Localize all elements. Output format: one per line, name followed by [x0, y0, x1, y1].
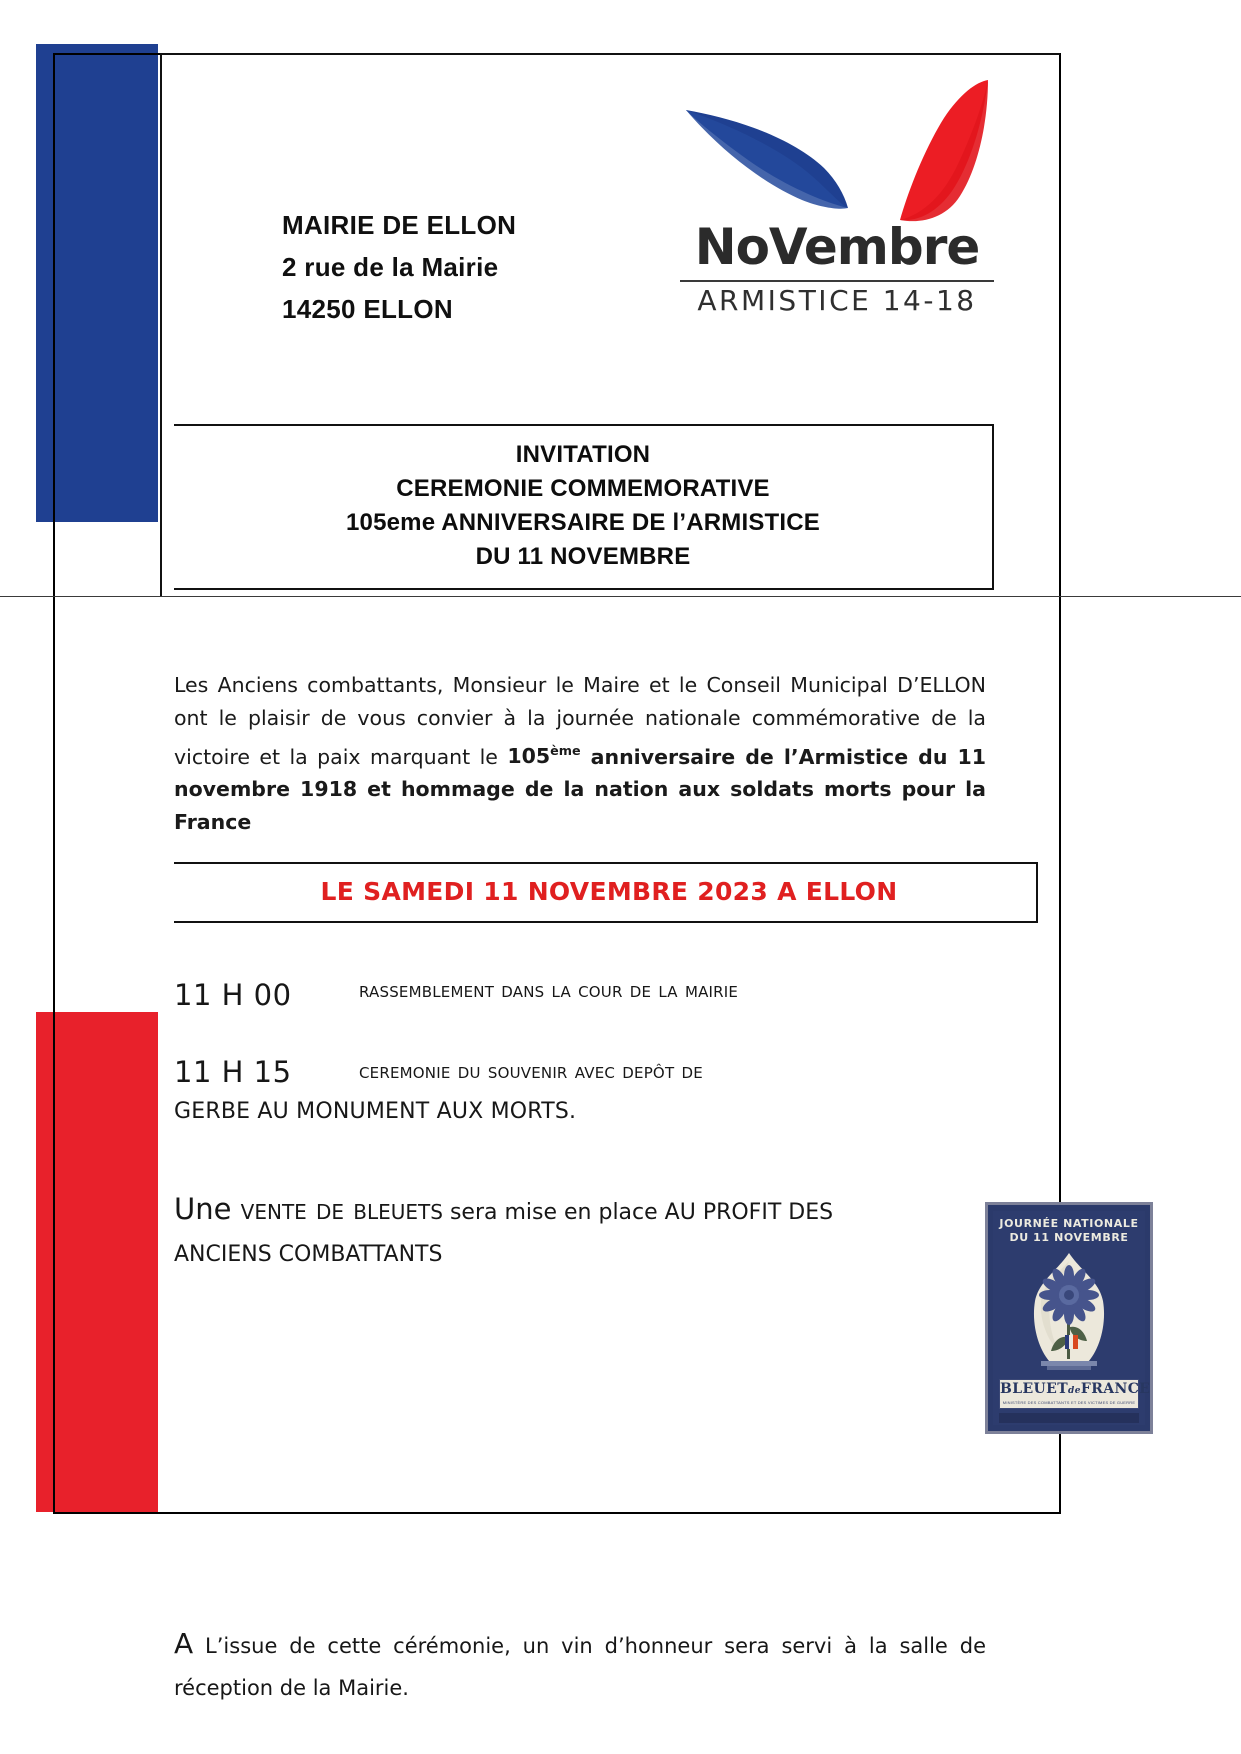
- body-text-part-1: Les Anciens combattants, Monsieur le Maire et le Conseil Municipal D’ELLON ont le plaisir de vous convier à la journée nationale commémorative de la victoire et la paix marquant le: [174, 672, 986, 769]
- closing-paragraph: [174, 1623, 986, 1709]
- logo-wordmark-text: NoVembre: [694, 218, 980, 276]
- invitation-line-3: 105eme ANNIVERSAIRE DE l’ARMISTICE: [345, 509, 821, 536]
- sale-notice-wrap: ANCIENS COMBATTANTS: [174, 1242, 443, 1267]
- schedule-row-2: [174, 1052, 964, 1132]
- sale-notice-middle: sera mise en place: [442, 1200, 665, 1225]
- stamp-banner-text: [1000, 1380, 1151, 1400]
- address-line-street: 2 rue de la Mairie: [282, 252, 499, 282]
- schedule-description-1: rassemblement dans la cour de la mairie: [359, 978, 739, 1003]
- schedule-time-2: 11 H 15: [174, 1055, 292, 1089]
- address-line-town-hall: MAIRIE DE ELLON: [282, 210, 517, 240]
- invitation-line-4: DU 11 NOVEMBRE: [475, 543, 691, 570]
- invitation-title-box: [174, 424, 994, 590]
- closing-lead-letter: A: [174, 1627, 194, 1660]
- schedule-description-2-rest: du souvenir avec depôt de: [450, 1059, 703, 1084]
- stamp-banner-left: BLEUET: [1000, 1381, 1069, 1397]
- sale-notice-lead: Une: [174, 1192, 241, 1226]
- schedule-row-1: [174, 978, 964, 1012]
- sender-address-block: [282, 204, 516, 330]
- sale-notice-tail: AU PROFIT DES: [664, 1200, 834, 1225]
- document-header: [160, 66, 1060, 396]
- schedule-description-2-lead: ceremonie: [359, 1059, 451, 1084]
- stamp-banner-mid: de: [1068, 1386, 1081, 1396]
- cornflower-icon: [1021, 1251, 1117, 1383]
- schedule-description-2-wrap: GERBE AU MONUMENT AUX MORTS.: [174, 1099, 577, 1124]
- stamp-title-line-2: DU 11 NOVEMBRE: [1009, 1231, 1129, 1244]
- invitation-body-paragraph: [174, 669, 986, 840]
- event-date-banner: [174, 862, 1038, 923]
- schedule-time-1: 11 H 00: [174, 978, 292, 1012]
- schedule-row-2-text: [174, 1052, 964, 1092]
- stamp-footer-band: [999, 1413, 1139, 1423]
- stamp-banner-right: FRANCE: [1080, 1381, 1151, 1397]
- event-date-text: LE SAMEDI 11 NOVEMBRE 2023 A ELLON: [320, 877, 898, 906]
- stamp-inner: [993, 1211, 1151, 1425]
- body-anniversary-exponent: ème: [550, 743, 581, 759]
- body-anniversary-number: 105: [507, 744, 551, 769]
- bleuet-de-france-stamp: [985, 1202, 1153, 1434]
- body-text-part-2: anniversaire de l’Armistice du 11 novembre 1918 et hommage de la nation aux soldats morts pour la France: [174, 744, 986, 835]
- stamp-title-line-1: JOURNÉE NATIONALE: [999, 1217, 1139, 1230]
- closing-text: L’issue de cette cérémonie, un vin d’honneur sera servi à la salle de réception de la Mairie.: [174, 1634, 986, 1700]
- invitation-line-2: CEREMONIE COMMEMORATIVE: [396, 475, 770, 502]
- sale-notice-caps: vente de bleuets: [240, 1192, 443, 1226]
- bleuet-sale-notice: [174, 1188, 874, 1276]
- event-schedule: [174, 978, 964, 1172]
- stamp-banner-fineprint: MINISTÈRE DES COMBATTANTS ET DES VICTIMES DE GUERRE: [1002, 1400, 1136, 1405]
- logo-divider: [680, 280, 994, 282]
- armistice-logo: [672, 72, 1002, 332]
- invitation-line-1: INVITATION: [515, 441, 651, 468]
- stamp-banner: [999, 1379, 1151, 1409]
- address-line-postcode: 14250 ELLON: [282, 294, 453, 324]
- logo-subtitle: ARMISTICE 14-18: [697, 284, 977, 317]
- logo-wordmark: [672, 220, 1002, 274]
- stamp-title: [993, 1211, 1145, 1245]
